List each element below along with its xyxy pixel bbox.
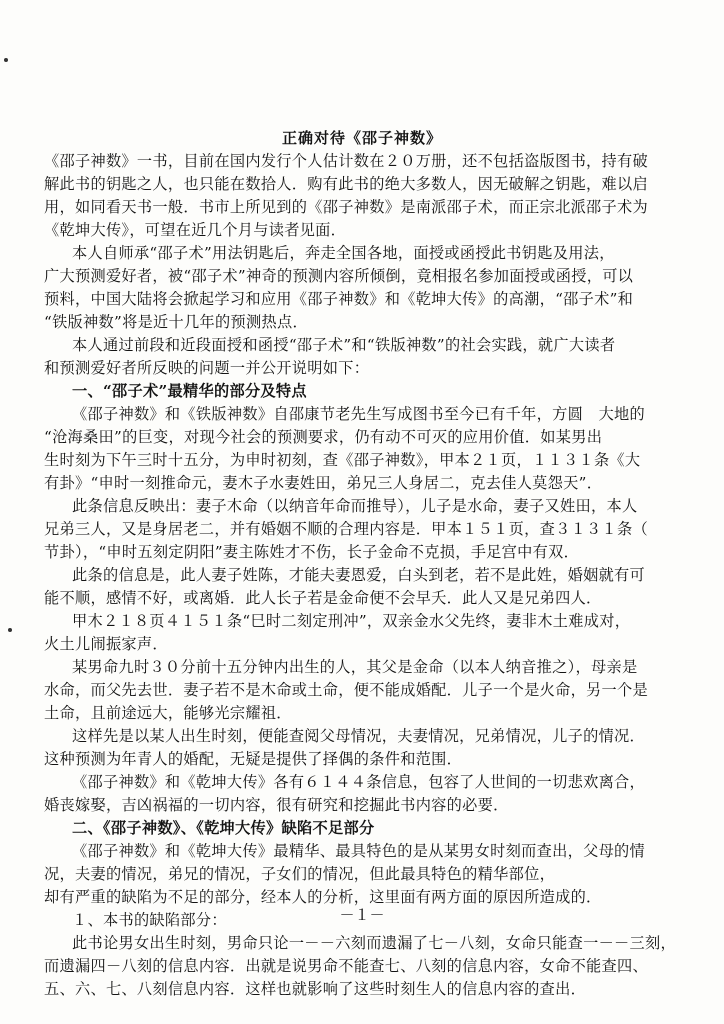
text-line: 此条信息反映出：妻子木命（以纳音年命而推导），儿子是水命，妻子又姓田，本人 bbox=[72, 497, 638, 515]
document-body bbox=[44, 150, 684, 1001]
text-line: 用，如同看天书一般．书市上所见到的《邵子神数》是南派邵子术，而正宗北派邵子术为 bbox=[44, 198, 649, 216]
subsection-heading: １、本书的缺陷部分： bbox=[72, 911, 227, 929]
document-title: 正确对待《邵子神数》 bbox=[281, 129, 442, 147]
text-line: 《邵子神数》一书，目前在国内发行个人估计数在２０万册，还不包括盗版图书，持有破 bbox=[44, 152, 649, 170]
text-line: 此书论男女出生时刻，男命只论一－－六刻而遗漏了七－八刻，女命只能查一－－三刻， bbox=[72, 934, 677, 952]
text-line: 解此书的钥匙之人，也只能在数拾人．购有此书的绝大多数人，因无破解之钥匙，难以启 bbox=[44, 175, 649, 193]
text-line: 这样先是以某人出生时刻，便能查阅父母情况，夫妻情况，兄弟情况，儿子的情况． bbox=[72, 727, 646, 745]
text-line: 土命，且前途远大，能够光宗耀祖． bbox=[44, 704, 292, 722]
text-line: 某男命九时３０分前十五分钟内出生的人，其父是金命（以本人纳音推之），母亲是 bbox=[72, 658, 638, 676]
text-line: “沧海桑田”的巨变，对现今社会的预测要求，仍有动不可灭的应用价值．如某男出 bbox=[44, 428, 603, 446]
text-line: 广大预测爱好者，被“邵子术”神奇的预测内容所倾倒，竟相报名参加面授或函授，可以 bbox=[44, 267, 634, 285]
text-line: 《邵子神数》和《铁版神数》自邵康节老先生写成图书至今已有千年，方圆 大地的 bbox=[72, 405, 646, 423]
text-line: 而遗漏四－八刻的信息内容．出就是说男命不能查七、八刻的信息内容，女命不能查四、 bbox=[44, 957, 649, 975]
text-line: 却有严重的缺陷为不足的部分，经本人的分析，这里面有两方面的原因所造成的． bbox=[44, 888, 602, 906]
scan-mark bbox=[8, 628, 12, 632]
text-line: 有卦》“申时一刻推命元，妻木子水妻姓田，弟兄三人身居二，克去佳人莫怨天”． bbox=[44, 474, 603, 492]
text-line: 火土儿闹振家声． bbox=[44, 635, 168, 653]
text-line: 《邵子神数》和《乾坤大传》各有６１４４条信息，包容了人世间的一切悲欢离合， bbox=[72, 773, 646, 791]
text-line: 兄弟三人，又是身居老二，并有婚姻不顺的合理内容是．甲本１５１页，查３１３１条（ bbox=[44, 520, 649, 538]
text-line: 本人通过前段和近段面授和函授“邵子术”和“铁版神数”的社会实践，就广大读者 bbox=[72, 336, 616, 354]
section-heading: 一、“邵子术”最精华的部分及特点 bbox=[72, 382, 307, 400]
text-line: 预料，中国大陆将会掀起学习和应用《邵子神数》和《乾坤大传》的高潮，“邵子术”和 bbox=[44, 290, 634, 308]
text-line: 婚丧嫁娶，吉凶祸福的一切内容，很有研究和挖掘此书内容的必要． bbox=[44, 796, 509, 814]
text-line: 这种预测为年青人的婚配，无疑是提供了择偶的条件和范围． bbox=[44, 750, 463, 768]
text-line: 五、六、七、八刻信息内容．这样也就影响了这些时刻生人的信息内容的查出． bbox=[44, 980, 587, 998]
text-line: 水命，而父先去世．妻子若不是木命或土命，便不能成婚配．儿子一个是火命，另一个是 bbox=[44, 681, 649, 699]
text-line: “铁版神数”将是近十几年的预测热点． bbox=[44, 313, 308, 331]
text-line: 能不顺，感情不好，或离婚．此人长子若是金命便不会早夭．此人又是兄弟四人． bbox=[44, 589, 602, 607]
text-line: 《邵子神数》和《乾坤大传》最精华、最具特色的是从某男女时刻而查出，父母的情 bbox=[72, 842, 646, 860]
text-line: 和预测爱好者所反映的问题一并公开说明如下： bbox=[44, 359, 370, 377]
section-heading: 二、《邵子神数》、《乾坤大传》缺陷不足部分 bbox=[72, 819, 375, 837]
text-line: 本人自师承“邵子术”用法钥匙后，奔走全国各地，面授或函授此书钥匙及用法， bbox=[72, 244, 615, 262]
text-line: 此条的信息是，此人妻子姓陈，才能夫妻恩爱，白头到老，若不是此姓，婚姻就有可 bbox=[72, 566, 646, 584]
text-line: 节卦），“申时五刻定阴阳”妻主陈姓才不伤，长子金命不克损，手足宫中有双． bbox=[44, 543, 580, 561]
scan-mark bbox=[4, 58, 8, 62]
text-line: 生时刻为下午三时十五分，为申时初刻，查《邵子神数》，甲本２１页，１１３１条《大 bbox=[44, 451, 641, 469]
text-line: 《乾坤大传》，可望在近几个月与读者见面． bbox=[44, 221, 347, 239]
text-line: 甲木２１８页４１５１条“巳时二刻定刑冲”，双亲金水父先终，妻非木土难成对， bbox=[72, 612, 631, 630]
page-number: －１－ bbox=[339, 906, 385, 924]
text-line: 况，夫妻的情况，弟兄的情况，子女们的情况，但此最具特色的精华部位， bbox=[44, 865, 556, 883]
